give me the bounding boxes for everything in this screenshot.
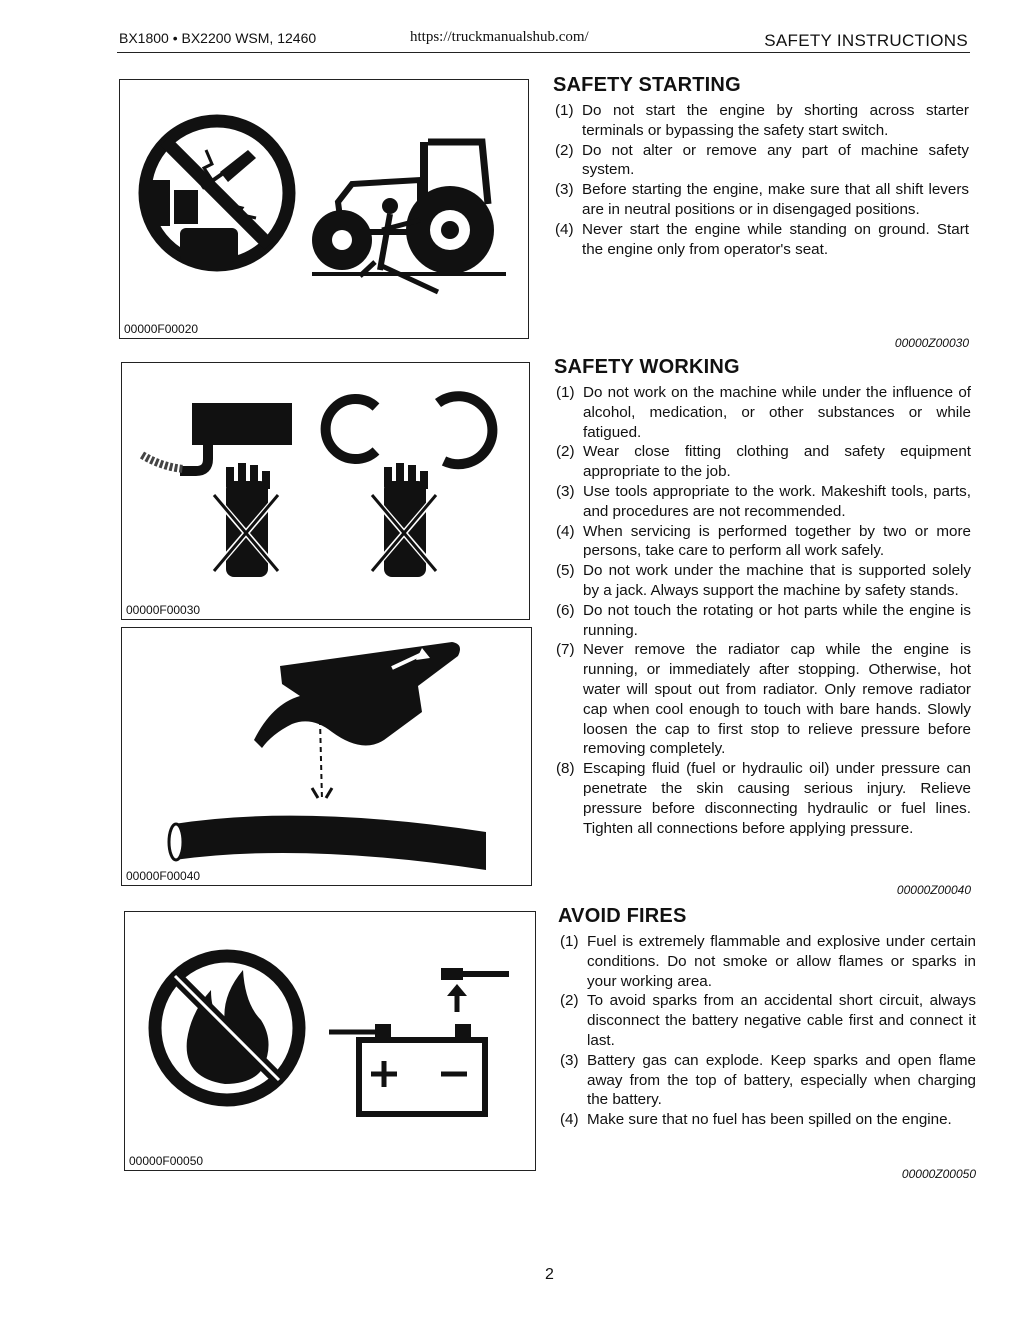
item-number: (3) bbox=[556, 482, 575, 500]
item-number: (1) bbox=[556, 384, 575, 401]
item-list bbox=[553, 101, 969, 259]
list-item bbox=[553, 220, 969, 260]
list-item bbox=[558, 991, 976, 1050]
list-item bbox=[558, 1110, 976, 1130]
header-section-title: SAFETY INSTRUCTIONS bbox=[764, 31, 968, 50]
item-text: Never start the engine while standing on ground. Start the engine only from operator's seat. bbox=[582, 220, 969, 258]
figure-code: 00000F00020 bbox=[124, 322, 199, 336]
item-text: Make sure that no fuel has been spilled on the engine. bbox=[587, 1111, 952, 1129]
list-item bbox=[558, 932, 976, 991]
no-shorting-starter-and-tractor-icon bbox=[120, 80, 528, 338]
item-number: (4) bbox=[556, 522, 575, 540]
section-safety-working bbox=[554, 356, 971, 899]
list-item bbox=[553, 141, 969, 181]
figure-code: 00000F00030 bbox=[126, 603, 201, 617]
section-title: AVOID FIRES bbox=[558, 905, 687, 927]
header-manual-id: BX1800 • BX2200 WSM, 12460 bbox=[119, 30, 317, 46]
section-safety-starting bbox=[553, 74, 969, 350]
item-number: (2) bbox=[560, 992, 579, 1010]
figure-safety-starting bbox=[119, 79, 529, 339]
item-number: (3) bbox=[560, 1051, 579, 1069]
item-text: Do not work on the machine while under the influence of alcohol, medication, or other substances or while fatigued. bbox=[583, 384, 971, 441]
item-text: Do not touch the rotating or hot parts while the engine is running. bbox=[583, 601, 971, 639]
item-list bbox=[558, 932, 976, 1130]
item-number: (1) bbox=[555, 102, 574, 119]
list-item bbox=[554, 522, 971, 562]
figure-avoid-fires bbox=[124, 911, 536, 1171]
item-text: Never remove the radiator cap while the engine is running, or immediately after stopping. Otherwise, hot water will spout out from radiator. Only remove radiator cap when cool enough to touch with bare hands. Slowly loosen the cap to first stop to relieve pressure before removing completely. bbox=[583, 641, 971, 758]
item-list bbox=[554, 383, 971, 838]
item-text: Do not alter or remove any part of machine safety system. bbox=[582, 141, 969, 179]
figure-code: 00000F00050 bbox=[129, 1154, 204, 1168]
item-text: Do not work under the machine that is supported solely by a jack. Always support the machine by safety stands. bbox=[583, 562, 971, 599]
item-number: (6) bbox=[556, 601, 575, 619]
figure-rotating-parts bbox=[121, 362, 530, 620]
item-number: (7) bbox=[556, 641, 575, 659]
item-number: (8) bbox=[556, 760, 575, 778]
item-text: Fuel is extremely flammable and explosive under certain conditions. Do not smoke or allow flames or sparks in your working area. bbox=[587, 933, 976, 990]
item-text: When servicing is performed together by two or more persons, take care to perform all work safely. bbox=[583, 522, 971, 560]
item-number: (5) bbox=[556, 562, 575, 580]
section-avoid-fires bbox=[558, 905, 976, 1185]
item-number: (3) bbox=[555, 181, 574, 199]
header-url[interactable]: https://truckmanualshub.com/ bbox=[410, 29, 589, 45]
item-number: (4) bbox=[560, 1111, 579, 1129]
list-item bbox=[553, 101, 969, 141]
no-loose-clothing-near-rotating-parts-icon bbox=[122, 363, 529, 619]
item-text: Wear close fitting clothing and safety equipment appropriate to the job. bbox=[583, 443, 971, 481]
high-pressure-fluid-hand-icon bbox=[122, 628, 531, 885]
list-item bbox=[554, 561, 971, 601]
item-text: Before starting the engine, make sure that all shift levers are in neutral positions or in disengaged positions. bbox=[582, 181, 969, 218]
list-item bbox=[554, 442, 971, 482]
item-number: (4) bbox=[555, 220, 574, 238]
section-ref-code: 00000Z00030 bbox=[894, 336, 969, 350]
list-item bbox=[554, 640, 971, 759]
figure-code: 00000F00040 bbox=[126, 869, 201, 883]
list-item bbox=[554, 482, 971, 522]
figure-high-pressure-fluid bbox=[121, 627, 532, 886]
no-flame-near-battery-icon bbox=[125, 912, 535, 1170]
section-title: SAFETY WORKING bbox=[554, 356, 740, 378]
list-item bbox=[554, 759, 971, 838]
section-ref-code: 00000Z00040 bbox=[896, 883, 971, 897]
item-text: Battery gas can explode. Keep sparks and open flame away from the top of battery, especially when charging the battery. bbox=[587, 1051, 976, 1109]
list-item bbox=[554, 601, 971, 641]
page-number: 2 bbox=[545, 1266, 554, 1283]
section-ref-code: 00000Z00050 bbox=[901, 1167, 976, 1181]
item-text: Do not start the engine by shorting across starter terminals or bypassing the safety start switch. bbox=[582, 102, 969, 139]
list-item bbox=[554, 383, 971, 442]
list-item bbox=[553, 180, 969, 220]
item-text: To avoid sparks from an accidental short circuit, always disconnect the battery negative cable first and connect it last. bbox=[587, 992, 976, 1049]
section-title: SAFETY STARTING bbox=[553, 74, 741, 96]
item-text: Escaping fluid (fuel or hydraulic oil) under pressure can penetrate the skin causing serious injury. Relieve pressure before disconnecting hydraulic or fuel lines. Tighten all connections before applying pressure. bbox=[583, 760, 971, 837]
list-item bbox=[558, 1051, 976, 1110]
item-number: (2) bbox=[555, 141, 574, 159]
header-divider bbox=[117, 52, 970, 53]
item-number: (1) bbox=[560, 933, 579, 950]
item-text: Use tools appropriate to the work. Makeshift tools, parts, and procedures are not recommended. bbox=[583, 482, 971, 520]
item-number: (2) bbox=[556, 443, 575, 461]
